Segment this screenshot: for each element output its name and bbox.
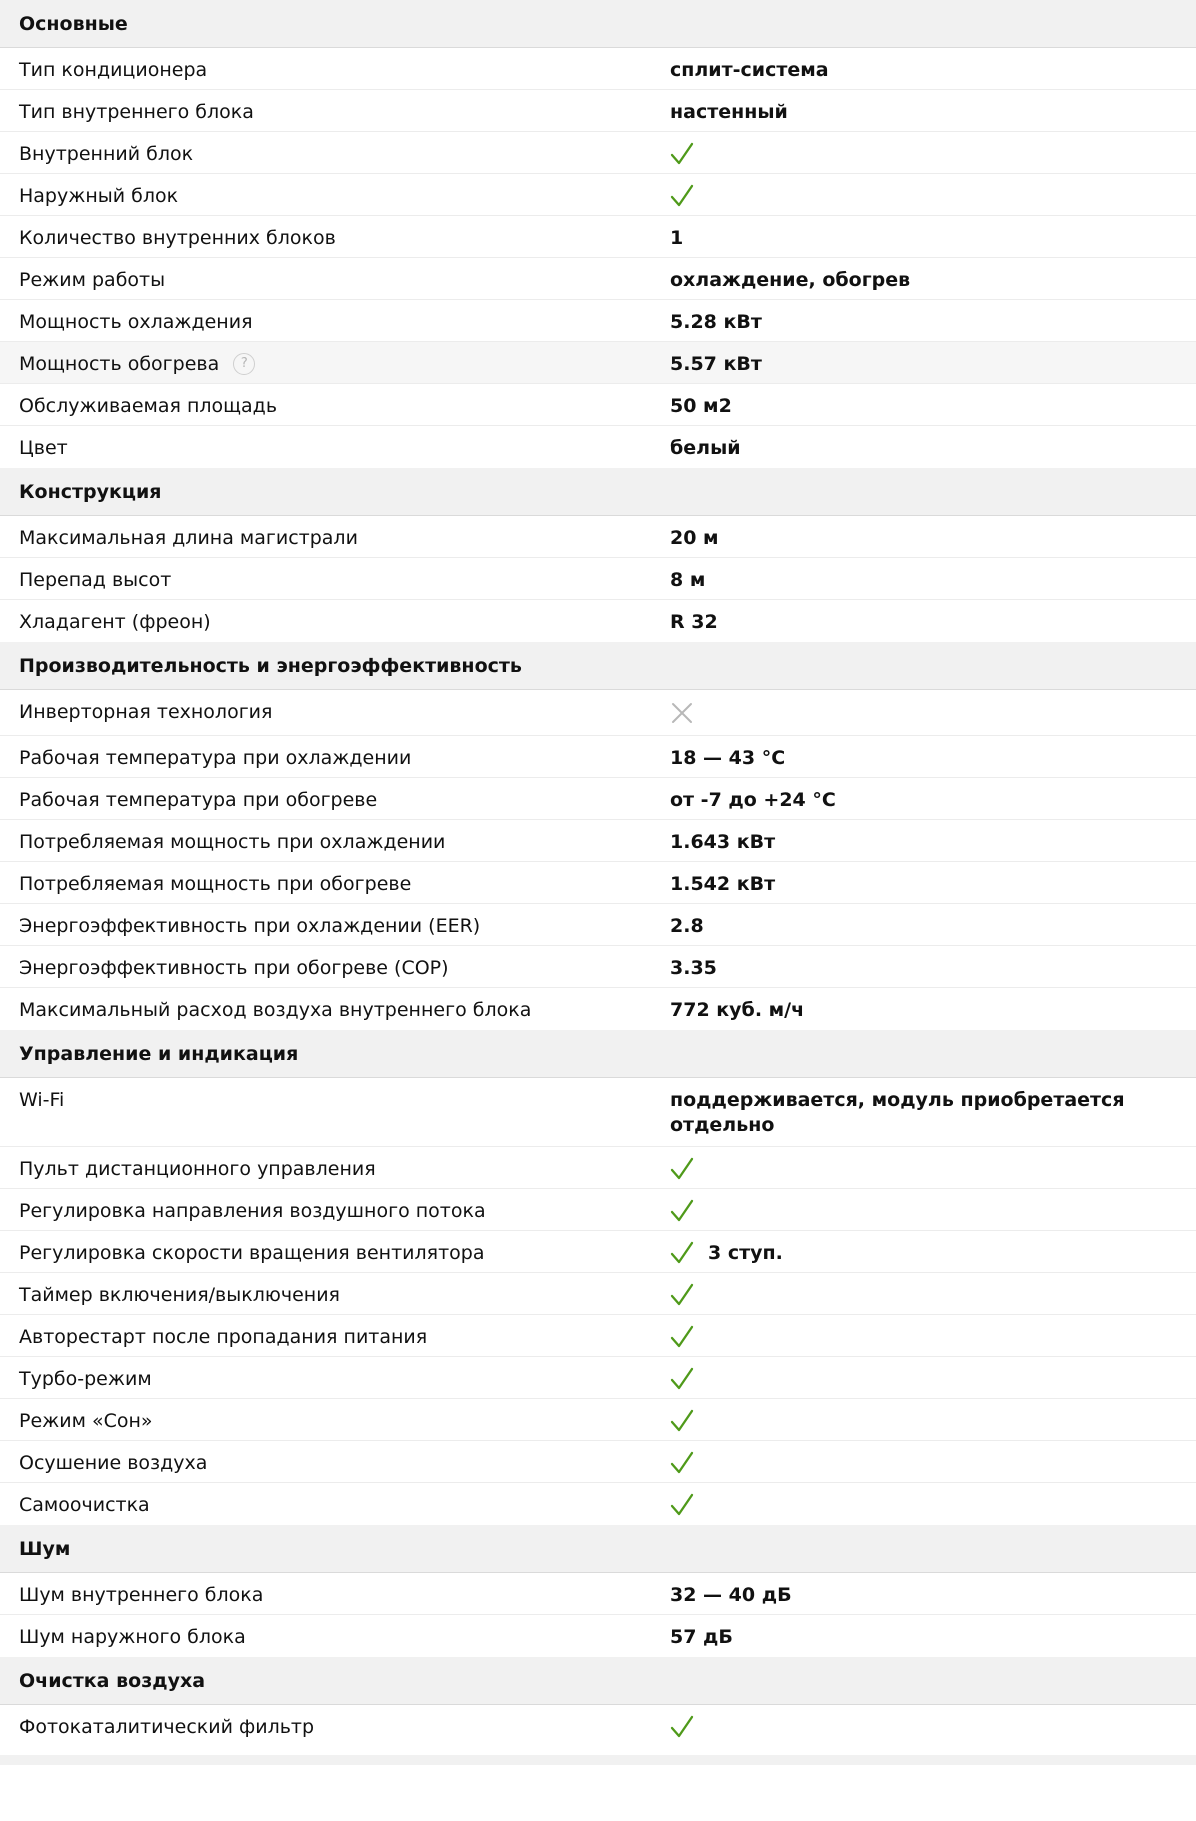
spec-row <box>0 258 1196 300</box>
spec-value <box>670 1147 1196 1188</box>
spec-row <box>0 600 1196 642</box>
spec-row <box>0 1315 1196 1357</box>
spec-label <box>0 342 670 383</box>
spec-label: Турбо-режим <box>19 1368 152 1390</box>
check-icon <box>670 184 694 208</box>
section-title: Основные <box>19 12 128 35</box>
spec-row <box>0 1357 1196 1399</box>
spec-label: Регулировка скорости вращения вентилятора <box>19 1242 485 1264</box>
spec-value: 57 дБ <box>670 1626 733 1648</box>
spec-value: R 32 <box>670 611 718 633</box>
section-title: Конструкция <box>19 480 162 503</box>
spec-value: 1 <box>670 227 684 249</box>
spec-value: 18 — 43 °C <box>670 747 786 769</box>
spec-label: Потребляемая мощность при обогреве <box>19 873 412 895</box>
spec-value <box>670 1441 1196 1482</box>
spec-value <box>670 1357 1196 1398</box>
spec-row <box>0 778 1196 820</box>
spec-label: Тип кондиционера <box>19 59 208 81</box>
check-icon <box>670 1283 694 1307</box>
spec-row <box>0 820 1196 862</box>
spec-label: Перепад высот <box>19 569 172 591</box>
spec-label: Энергоэффективность при охлаждении (EER) <box>19 915 481 937</box>
section-header-control <box>0 1030 1196 1078</box>
spec-row <box>0 862 1196 904</box>
spec-value: 1.542 кВт <box>670 873 776 895</box>
check-icon <box>670 1325 694 1349</box>
spec-label: Наружный блок <box>19 185 179 207</box>
check-icon <box>670 142 694 166</box>
help-icon[interactable]: ? <box>233 353 255 375</box>
spec-label: Тип внутреннего блока <box>19 101 254 123</box>
check-icon <box>670 1199 694 1223</box>
section-header-air-cleaning <box>0 1657 1196 1705</box>
spec-row <box>0 558 1196 600</box>
spec-row <box>0 1441 1196 1483</box>
spec-row <box>0 1483 1196 1525</box>
spec-value: 5.28 кВт <box>670 311 762 333</box>
check-icon <box>670 1367 694 1391</box>
spec-label: Потребляемая мощность при охлаждении <box>19 831 446 853</box>
spec-value <box>670 1273 1196 1314</box>
spec-value: 20 м <box>670 527 719 549</box>
spec-label: Обслуживаемая площадь <box>19 395 278 417</box>
section-title: Шум <box>19 1537 71 1560</box>
spec-row <box>0 1615 1196 1657</box>
spec-value <box>670 690 1196 735</box>
spec-row <box>0 90 1196 132</box>
spec-value: 50 м2 <box>670 395 732 417</box>
spec-label: Авторестарт после пропадания питания <box>19 1326 428 1348</box>
spec-row <box>0 1231 1196 1273</box>
spec-row <box>0 988 1196 1030</box>
spec-row <box>0 384 1196 426</box>
spec-label: Wi-Fi <box>19 1089 65 1111</box>
spec-label: Внутренний блок <box>19 143 194 165</box>
spec-value <box>670 1231 1196 1272</box>
spec-value <box>670 174 1196 215</box>
spec-row <box>0 342 1196 384</box>
spec-label: Рабочая температура при охлаждении <box>19 747 412 769</box>
spec-value <box>670 1315 1196 1356</box>
check-icon <box>670 1493 694 1517</box>
spec-label: Регулировка направления воздушного потока <box>19 1200 486 1222</box>
spec-row <box>0 426 1196 468</box>
spec-row <box>0 516 1196 558</box>
spec-label: Хладагент (фреон) <box>19 611 211 633</box>
spec-row <box>0 174 1196 216</box>
spec-label: Максимальная длина магистрали <box>19 527 358 549</box>
spec-value: охлаждение, обогрев <box>670 269 911 291</box>
spec-label: Цвет <box>19 437 68 459</box>
check-icon <box>670 1451 694 1475</box>
spec-value: 5.57 кВт <box>670 353 762 375</box>
spec-value: белый <box>670 437 741 459</box>
spec-row <box>0 1078 1196 1147</box>
spec-label: Режим «Сон» <box>19 1410 153 1432</box>
spec-row <box>0 48 1196 90</box>
spec-label: Максимальный расход воздуха внутреннего блока <box>19 999 532 1021</box>
spec-row <box>0 904 1196 946</box>
check-icon <box>670 1157 694 1181</box>
section-header-performance <box>0 642 1196 690</box>
section-header-basic <box>0 0 1196 48</box>
spec-label: Энергоэффективность при обогреве (COP) <box>19 957 449 979</box>
spec-value: сплит-система <box>670 59 829 81</box>
spec-value <box>670 1483 1196 1525</box>
spec-row <box>0 1147 1196 1189</box>
section-title: Производительность и энергоэффективность <box>19 654 522 677</box>
spec-label: Количество внутренних блоков <box>19 227 336 249</box>
section-title: Управление и индикация <box>19 1042 299 1065</box>
spec-row <box>0 690 1196 736</box>
spec-row <box>0 1273 1196 1315</box>
spec-label: Рабочая температура при обогреве <box>19 789 378 811</box>
spec-value: 3.35 <box>670 957 717 979</box>
spec-value: от -7 до +24 °C <box>670 789 836 811</box>
spec-value: 32 — 40 дБ <box>670 1584 792 1606</box>
spec-row <box>0 300 1196 342</box>
spec-row <box>0 1189 1196 1231</box>
spec-row <box>0 946 1196 988</box>
spec-row <box>0 216 1196 258</box>
spec-value: поддерживается, модуль приобретается отдельно <box>670 1089 1125 1136</box>
spec-value: 1.643 кВт <box>670 831 776 853</box>
spec-label: Осушение воздуха <box>19 1452 208 1474</box>
cross-icon <box>670 701 694 725</box>
check-icon <box>670 1409 694 1433</box>
section-title: Очистка воздуха <box>19 1669 206 1692</box>
check-icon <box>670 1241 694 1265</box>
spec-label: Пульт дистанционного управления <box>19 1158 376 1180</box>
spec-row <box>0 736 1196 778</box>
spec-value: 8 м <box>670 569 706 591</box>
spec-label: Фотокаталитический фильтр <box>19 1716 315 1738</box>
section-header-construction <box>0 468 1196 516</box>
spec-label: Инверторная технология <box>19 701 273 723</box>
spec-value <box>670 1399 1196 1440</box>
spec-value <box>670 132 1196 173</box>
spec-label-text: Мощность обогрева <box>19 353 220 375</box>
check-icon <box>670 1715 694 1739</box>
spec-value <box>670 1705 1196 1755</box>
spec-row <box>0 1705 1196 1755</box>
spec-row <box>0 132 1196 174</box>
spec-label: Самоочистка <box>19 1494 150 1516</box>
spec-label: Шум наружного блока <box>19 1626 246 1648</box>
spec-value: настенный <box>670 101 788 123</box>
spec-row <box>0 1573 1196 1615</box>
spec-value <box>670 1189 1196 1230</box>
spec-label: Шум внутреннего блока <box>19 1584 264 1606</box>
spec-label: Таймер включения/выключения <box>19 1284 340 1306</box>
section-header-noise <box>0 1525 1196 1573</box>
spec-label: Мощность охлаждения <box>19 311 253 333</box>
spec-value: 772 куб. м/ч <box>670 999 805 1021</box>
fan-speed-steps: 3 ступ. <box>708 1242 783 1264</box>
spec-value: 2.8 <box>670 915 704 937</box>
spec-row <box>0 1399 1196 1441</box>
spec-label: Режим работы <box>19 269 166 291</box>
table-footer <box>0 1755 1196 1765</box>
